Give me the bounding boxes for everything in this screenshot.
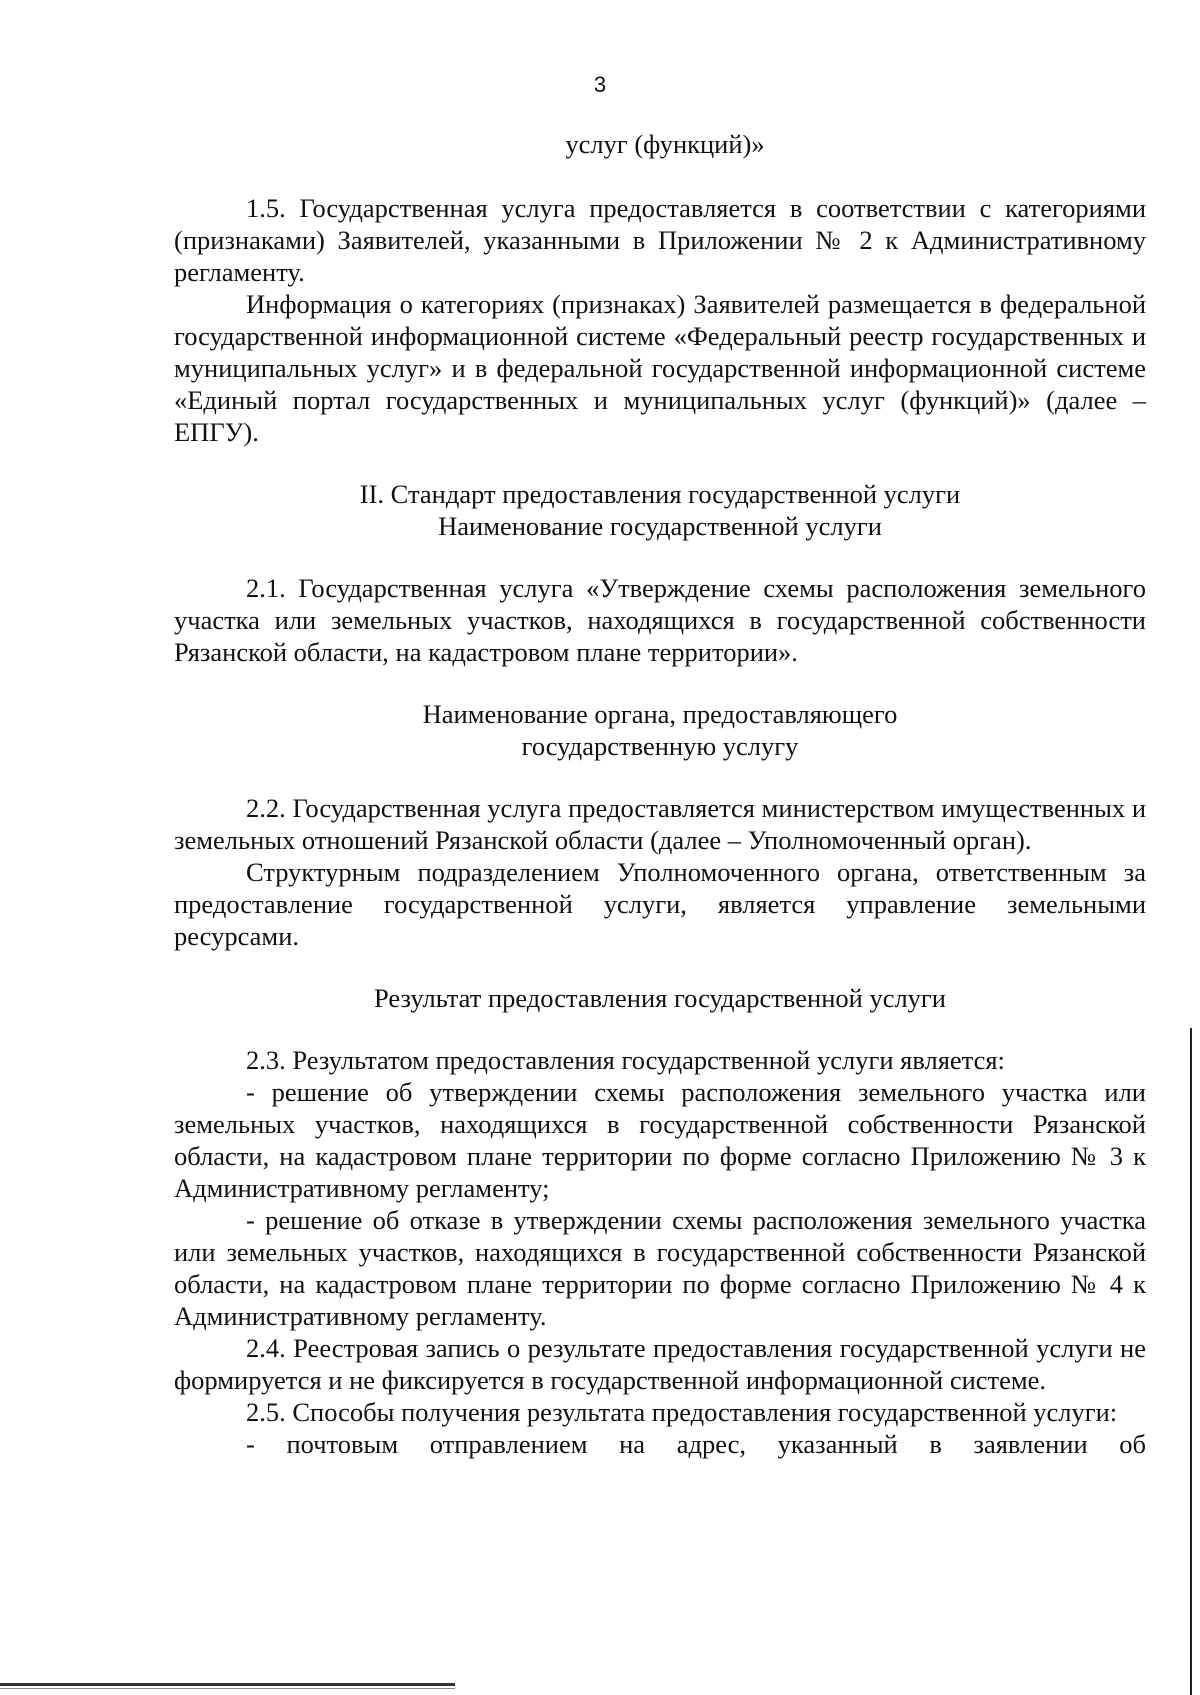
paragraph-2-5: 2.5. Способы получения результата предоставления государственной услуги: [246,1397,1118,1427]
section-heading-standard: II. Стандарт предоставления государственной услуги [359,479,961,509]
scan-edge-line [1190,1028,1192,1695]
footnote-separator-line [0,1683,455,1686]
paragraph-categories-info: Информация о категориях (признаках) Заявителей размещается в федеральной государственной информационной системе «Федеральный реестр государственных и муниципальных услуг» и в федеральной государственной информационной системе «Единый портал государственных и муниципальных услуг (функций)» (далее – ЕПГУ). [174,289,1146,447]
subheading-organ-line-2: государственную услугу [521,731,799,761]
paragraph-2-3: 2.3. Результатом предоставления государственной услуги является: [246,1045,1005,1075]
paragraph-2-2: 2.2. Государственная услуга предоставляется министерством имущественных и земельных отношений Рязанской области (далее – Уполномоченный орган). [174,793,1146,855]
subheading-service-name: Наименование государственной услуги [438,511,882,541]
paragraph-2-4: 2.4. Реестровая запись о результате предоставления государственной услуги не формируется и не фиксируется в государственной информационной системе. [174,1333,1146,1395]
document-body [174,128,1146,1460]
paragraph-1-5: 1.5. Государственная услуга предоставляется в соответствии с категориями (признаками) Заявителей, указанными в Приложении № 2 к Административному регламенту. [174,193,1146,287]
list-item-postal-delivery: - почтовым отправлением на адрес, указанный в заявлении об [246,1429,1146,1459]
list-item-approval-decision: - решение об утверждении схемы расположения земельного участка или земельных участков, находящихся в государственной собственности Рязанской области, на кадастровом плане территории по форме согласно Приложению № 3 к Административному регламенту; [174,1077,1146,1203]
list-item-refusal-decision: - решение об отказе в утверждении схемы расположения земельного участка или земельных участков, находящихся в государственной собственности Рязанской области, на кадастровом плане территории по форме согласно Приложению № 4 к Административному регламенту. [174,1205,1146,1331]
subheading-result: Результат предоставления государственной услуги [374,983,946,1013]
page-number: 3 [593,72,607,97]
continuation-line: услуг (функций)» [565,129,765,159]
paragraph-structural-unit: Структурным подразделением Уполномоченного органа, ответственным за предоставление государственной услуги, является управление земельными ресурсами. [174,857,1146,951]
subheading-organ-line-1: Наименование органа, предоставляющего [422,699,898,729]
paragraph-2-1: 2.1. Государственная услуга «Утверждение схемы расположения земельного участка или земельных участков, находящихся в государственной собственности Рязанской области, на кадастровом плане территории». [174,573,1146,667]
footnote-separator-shadow [0,1688,455,1689]
